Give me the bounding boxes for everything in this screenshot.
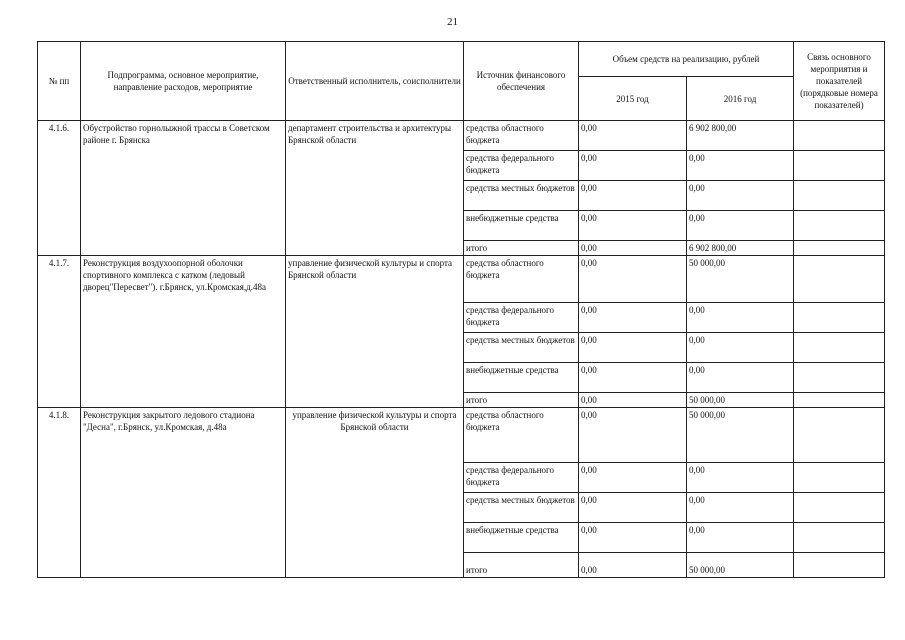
value-2015: 0,00	[579, 121, 687, 151]
value-2016: 0,00	[687, 151, 794, 181]
header-program: Подпрограмма, основное мероприятие, направление расходов, мероприятие	[81, 42, 286, 121]
source-label: средства федерального бюджета	[464, 303, 579, 333]
link-cell	[794, 493, 885, 523]
link-cell	[794, 333, 885, 363]
value-2015: 0,00	[579, 211, 687, 241]
header-year-2016: 2016 год	[687, 77, 794, 121]
value-2016: 50 000,00	[687, 256, 794, 303]
value-2015: 0,00	[579, 181, 687, 211]
link-cell	[794, 408, 885, 463]
source-label: средства областного бюджета	[464, 256, 579, 303]
source-label: итого	[464, 553, 579, 578]
funding-table	[37, 41, 885, 578]
value-2015: 0,00	[579, 408, 687, 463]
row-executor: департамент строительства и архитектуры Брянской области	[286, 121, 464, 256]
source-label: средства федерального бюджета	[464, 463, 579, 493]
value-2015: 0,00	[579, 523, 687, 553]
value-2015: 0,00	[579, 363, 687, 393]
link-cell	[794, 181, 885, 211]
value-2016: 0,00	[687, 181, 794, 211]
link-cell	[794, 121, 885, 151]
value-2016: 0,00	[687, 523, 794, 553]
source-label: итого	[464, 241, 579, 256]
link-cell	[794, 363, 885, 393]
source-label: средства областного бюджета	[464, 408, 579, 463]
link-cell	[794, 256, 885, 303]
value-2016: 0,00	[687, 333, 794, 363]
row-number: 4.1.7.	[38, 256, 81, 408]
value-2015: 0,00	[579, 151, 687, 181]
row-number: 4.1.6.	[38, 121, 81, 256]
value-2016: 0,00	[687, 363, 794, 393]
value-2016: 50 000,00	[687, 553, 794, 578]
value-2016: 50 000,00	[687, 393, 794, 408]
source-label: средства местных бюджетов	[464, 333, 579, 363]
value-2015: 0,00	[579, 333, 687, 363]
page-number: 21	[447, 16, 458, 28]
table-row	[38, 256, 885, 303]
value-2015: 0,00	[579, 493, 687, 523]
source-label: внебюджетные средства	[464, 523, 579, 553]
link-cell	[794, 553, 885, 578]
value-2016: 6 902 800,00	[687, 241, 794, 256]
source-label: средства областного бюджета	[464, 121, 579, 151]
header-num: № пп	[38, 42, 81, 121]
source-label: итого	[464, 393, 579, 408]
source-label: средства местных бюджетов	[464, 181, 579, 211]
link-cell	[794, 393, 885, 408]
value-2016: 6 902 800,00	[687, 121, 794, 151]
value-2016: 0,00	[687, 303, 794, 333]
header-executor: Ответственный исполнитель, соисполнители	[286, 42, 464, 121]
source-label: внебюджетные средства	[464, 363, 579, 393]
value-2015: 0,00	[579, 303, 687, 333]
value-2015: 0,00	[579, 393, 687, 408]
row-executor: управление физической культуры и спорта Брянской области	[286, 256, 464, 408]
row-program: Реконструкция воздухоопорной оболочки спортивного комплекса с катком (ледовый дворец"Пересвет"). г.Брянск, ул.Кромская,д.48а	[81, 256, 286, 408]
value-2016: 0,00	[687, 211, 794, 241]
source-label: средства федерального бюджета	[464, 151, 579, 181]
link-cell	[794, 523, 885, 553]
row-program: Реконструкция закрытого ледового стадиона "Десна", г.Брянск, ул.Кромская, д.48а	[81, 408, 286, 578]
table-row	[38, 408, 885, 463]
value-2016: 0,00	[687, 493, 794, 523]
source-label: внебюджетные средства	[464, 211, 579, 241]
row-number: 4.1.8.	[38, 408, 81, 578]
value-2016: 0,00	[687, 463, 794, 493]
link-cell	[794, 303, 885, 333]
header-year-2015: 2015 год	[579, 77, 687, 121]
table-row	[38, 121, 885, 151]
header-source: Источник финансового обеспечения	[464, 42, 579, 121]
value-2016: 50 000,00	[687, 408, 794, 463]
link-cell	[794, 151, 885, 181]
header-volume: Объем средств на реализацию, рублей	[579, 42, 794, 77]
value-2015: 0,00	[579, 463, 687, 493]
source-label: средства местных бюджетов	[464, 493, 579, 523]
link-cell	[794, 463, 885, 493]
link-cell	[794, 211, 885, 241]
value-2015: 0,00	[579, 241, 687, 256]
link-cell	[794, 241, 885, 256]
value-2015: 0,00	[579, 553, 687, 578]
row-executor: управление физической культуры и спорта Брянской области	[286, 408, 464, 578]
value-2015: 0,00	[579, 256, 687, 303]
header-link: Связь основного мероприятия и показателей (порядковые номера показателей)	[794, 42, 885, 121]
row-program: Обустройство горнолыжной трассы в Советском районе г. Брянска	[81, 121, 286, 256]
